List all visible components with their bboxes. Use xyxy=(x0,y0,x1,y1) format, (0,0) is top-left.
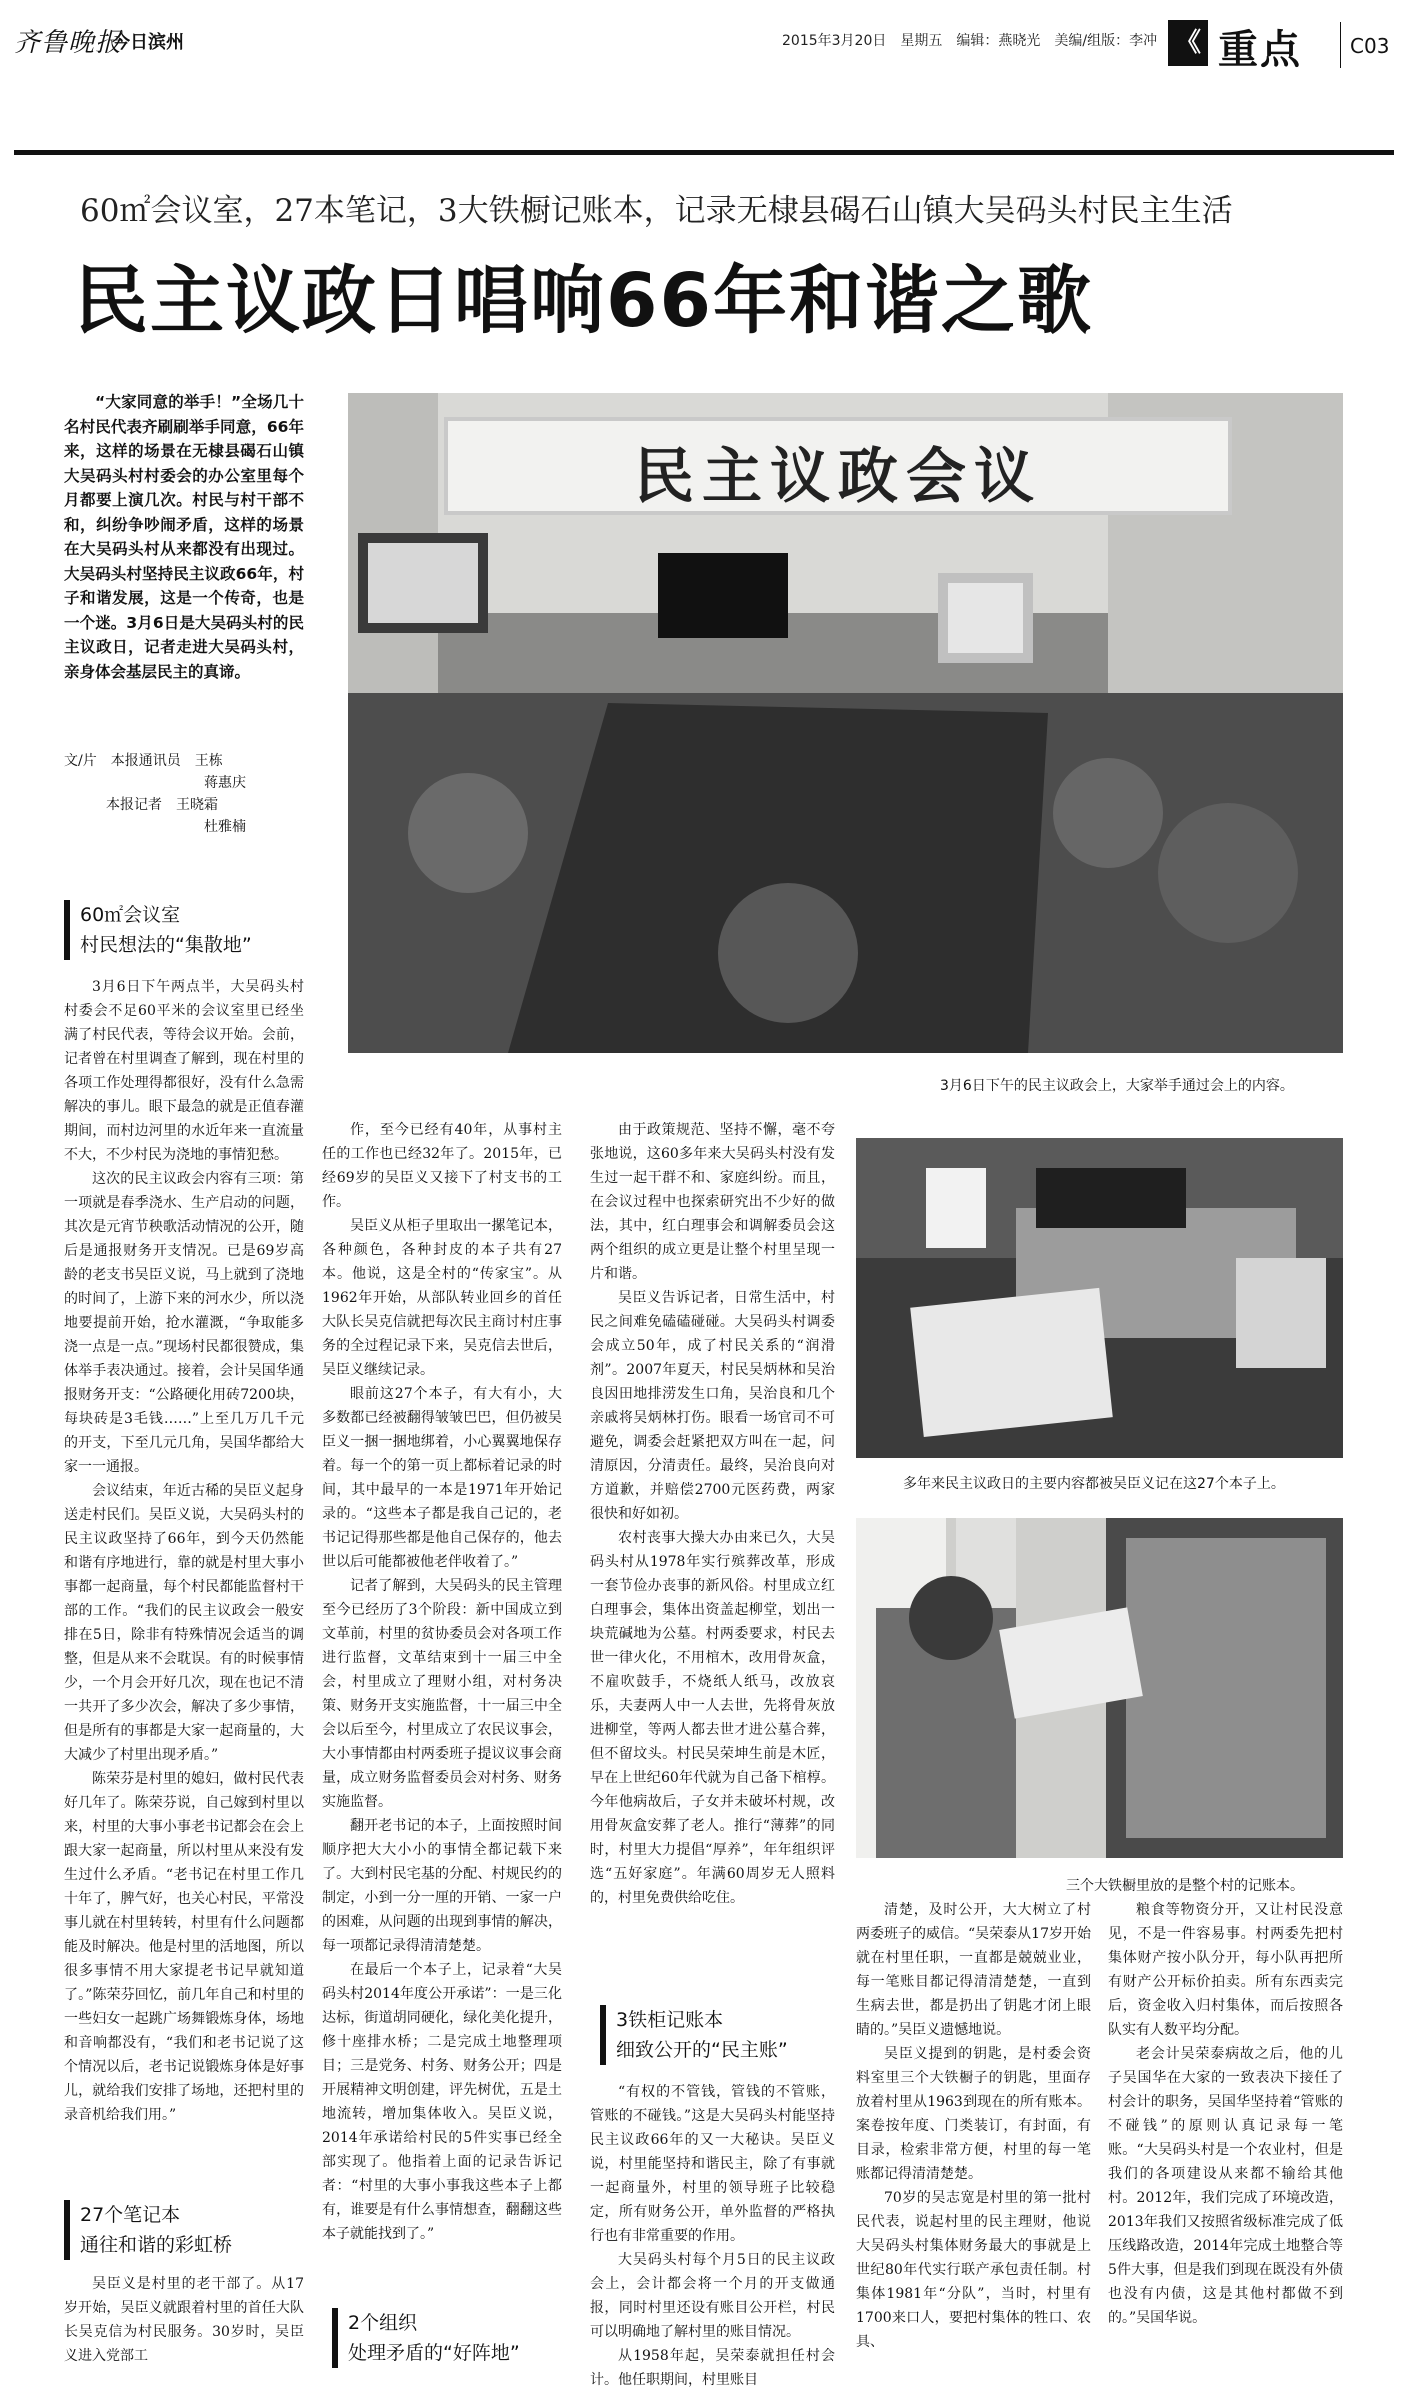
byline-line: 蒋惠庆 xyxy=(64,775,246,791)
section-name: 重点 xyxy=(1218,27,1302,73)
section-heading-line1: 3铁柜记账本 xyxy=(616,2009,724,2031)
main-headline: 民主议政日唱响66年和谐之歌 xyxy=(74,258,1093,344)
paragraph: 吴臣义告诉记者，日常生活中，村民之间难免磕磕碰碰。大吴码头村调委会成立50年，成了村民关系的“润滑剂”。2007年夏天，村民吴炳林和吴治良因田地排涝发生口角，吴治良和几个亲戚将吴炳林打伤。眼看一场官司不可避免，调委会赶紧把双方叫在一起，问清原因，分清责任。最终，吴治良向对方道歉，并赔偿2700元医药费，两家很快和好如初。 xyxy=(590,1290,835,1522)
edition-name: 今日滨州 xyxy=(112,32,184,53)
notebooks-photo xyxy=(856,1138,1343,1458)
byline-line: 杜雅楠 xyxy=(64,819,246,835)
header-rule xyxy=(14,150,1394,155)
paragraph: 陈荣芬是村里的媳妇，做村民代表好几年了。陈荣芬说，自己嫁到村里以来，村里的大事小事老书记都会在会上跟大家一起商量，所以村里从来没有发生过什么矛盾。“老书记在村里工作几十年了，脾气好，也关心村民，平常没事儿就在村里转转，村里有什么问题都能及时解决。他是村里的活地图，所以很多事情不用大家提老书记早就知道了。”陈荣芬回忆，前几年自己和村里的一些妇女一起跳广场舞锻炼身体，场地和音响都没有，“我们和老书记说了这个情况以后，老书记说锻炼身体是好事儿，就给我们安排了场地，还把村里的录音机给我们用。” xyxy=(64,1771,304,2123)
section-heading-organizations xyxy=(332,2308,578,2368)
paragraph: 3月6日下午两点半，大吴码头村村委会不足60平米的会议室里已经坐满了村民代表，等待会议开始。会前，记者曾在村里调查了解到，现在村里的各项工作处理得都很好，没有什么急需解决的事儿。眼下最急的就是正值春灌期间，而村边河里的水近年来一直流量不大，不少村民为浇地的事情犯愁。 xyxy=(64,979,304,1163)
cabinet-illustration xyxy=(856,1518,1343,1858)
paragraph: 作，至今已经有40年，从事村主任的工作也已经32年了。2015年，已经69岁的吴臣义又接下了村支书的工作。 xyxy=(322,1122,562,1210)
paragraph: 由于政策规范、坚持不懈，毫不夸张地说，这60多年来大吴码头村没有发生过一起干群不和、家庭纠纷。而且，在会议过程中也探索研究出不少好的做法，其中，红白理事会和调解委员会这两个组织的成立更是让整个村里呈现一片和谐。 xyxy=(590,1122,835,1282)
article-column-3-tail xyxy=(590,2080,835,2392)
paragraph: 会议结束，年近古稀的吴臣义起身送走村民们。吴臣义说，大吴码头村的民主议政坚持了66年，到今天仍然能和谐有序地进行，靠的就是村里大事小事都一起商量，每个村民都能监督村干部的工作。“我们的民主议政会一般安排在5日，除非有特殊情况会适当的调整，但是从来不会耽误。有的时候事情少，一个月会开好几次，现在也记不清一共开了多少次会，解决了多少事情，但是所有的事都是大家一起商量的，大大减少了村里出现矛盾。” xyxy=(64,1483,304,1763)
paragraph: 大吴码头村每个月5日的民主议政会上，会计都会将一个月的开支做通报，同时村里还设有账目公开栏，村民可以明确地了解村里的账目情况。 xyxy=(590,2252,835,2340)
article-column-5 xyxy=(1108,1898,1343,2330)
section-heading-notebooks xyxy=(64,2200,310,2260)
banner-text: 民主议政会议 xyxy=(634,442,1042,512)
section-heading-line2: 细致公开的“民主账” xyxy=(616,2039,788,2061)
paragraph: 从1958年起，吴荣泰就担任村会计。他任职期间，村里账目 xyxy=(590,2348,835,2388)
newspaper-logo: 齐鲁晚报 xyxy=(14,28,123,58)
section-heading-line2: 处理矛盾的“好阵地” xyxy=(348,2342,520,2364)
paragraph: 在最后一个本子上，记录着“大吴码头村2014年度公开承诺”：一是三化达标，街道胡同硬化，绿化美化提升，修十座排水桥；二是完成土地整理项目；三是党务、村务、财务公开；四是开展精神文明创建，评先树优，五是土地流转，增加集体收入。吴臣义说，2014年承诺给村民的5件实事已经全部实现了。他指着上面的记录告诉记者：“村里的大事小事我这些本子上都有，谁要是有什么事情想查，翻翻这些本子就能找到了。” xyxy=(322,1962,562,2242)
article-column-4 xyxy=(856,1898,1091,2354)
meeting-banner xyxy=(444,417,1232,515)
masthead xyxy=(0,0,1409,88)
section-heading-ledgers xyxy=(600,2005,841,2065)
article-column-3 xyxy=(590,1118,835,1910)
cabinet-caption: 三个大铁橱里放的是整个村的记账本。 xyxy=(1066,1878,1304,1894)
main-photo-caption: 3月6日下午的民主议政会上，大家举手通过会上的内容。 xyxy=(940,1078,1294,1094)
main-photo xyxy=(348,393,1343,1053)
article-column-2 xyxy=(322,1118,562,2246)
lead-text: “大家同意的举手！”全场几十名村民代表齐刷刷举手同意，66年来，这样的场景在无棣县碣石山镇大吴码头村村委会的办公室里每个月都要上演几次。村民与村干部不和，纠纷争吵闹矛盾，这样的场景在大吴码头村从来都没有出现过。大吴码头村坚持民主议政66年，村子和谐发展，这是一个传奇，也是一个迷。3月6日是大吴码头村的民主议政日，记者走进大吴码头村，亲身体会基层民主的真谛。 xyxy=(64,393,304,681)
cabinet-photo xyxy=(856,1518,1343,1858)
dateline: 2015年3月20日 星期五 编辑：燕晓光 美编/组版：李冲 xyxy=(782,33,1158,49)
paragraph: 农村丧事大操大办由来已久，大吴码头村从1978年实行殡葬改革，形成一套节俭办丧事的新风俗。村里成立红白理事会，集体出资盖起柳堂，划出一块荒碱地为公墓。村两委要求，村民去世一律火化，不用棺木，改用骨灰盒，不雇吹鼓手，不烧纸人纸马，改放哀乐，夫妻两人中一人去世，先将骨灰放进柳堂，等两人都去世才进公墓合葬，但不留坟头。村民吴荣坤生前是木匠，早在上世纪60年代就为自己备下棺椁。今年他病故后，子女并未破坏村规，改用骨灰盒安葬了老人。推行“薄葬”的同时，村里大力提倡“厚养”，年年组织评选“五好家庭”。年满60周岁无人照料的，村里免费供给吃住。 xyxy=(590,1530,835,1906)
paragraph: “有权的不管钱，管钱的不管账，管账的不碰钱。”这是大吴码头村能坚持民主议政66年的又一大秘诀。吴臣义说，村里能坚持和谐民主，除了有事就一起商量外，村里的领导班子比较稳定，所有财务公开，单外监督的严格执行也有非常重要的作用。 xyxy=(590,2084,835,2244)
paragraph: 翻开老书记的本子，上面按照时间顺序把大大小小的事情全都记载下来了。大到村民宅基的分配、村规民约的制定，小到一分一厘的开销、一家一户的困难，从问题的出现到事情的解决，每一项都记录得清清楚楚。 xyxy=(322,1818,562,1954)
page-number: C03 xyxy=(1350,34,1390,58)
article-column-1 xyxy=(64,975,304,2127)
paragraph: 吴臣义从柜子里取出一摞笔记本，各种颜色，各种封皮的本子共有27本。他说，这是全村的“传家宝”。从1962年开始，从部队转业回乡的首任大队长吴克信就把每次民主商讨村庄事务的全过程记录下来，吴克信去世后，吴臣义继续记录。 xyxy=(322,1218,562,1378)
paragraph: 眼前这27个本子，有大有小，大多数都已经被翻得皱皱巴巴，但仍被吴臣义一捆一捆地绑着，小心翼翼地保存着。每一个的第一页上都标着记录的时间，其中最早的一本是1971年开始记录的。“这些本子都是我自己记的，老书记记得那些都是他自己保存的，他去世以后可能都被他老伴收着了。” xyxy=(322,1386,562,1570)
paragraph: 吴臣义提到的钥匙，是村委会资料室里三个大铁橱子的钥匙，里面存放着村里从1963到现在的所有账本。案卷按年度、门类装订，有封面，有目录，检索非常方便，村里的每一笔账都记得清清楚楚。 xyxy=(856,2046,1091,2182)
kicker-headline: 60㎡会议室，27本笔记，3大铁橱记账本，记录无棣县碣石山镇大吴码头村民主生活 xyxy=(80,193,1233,229)
notebooks-illustration xyxy=(856,1138,1343,1458)
byline-line: 本报记者 王晓霜 xyxy=(64,797,218,813)
paragraph: 老会计吴荣泰病故之后，他的儿子吴国华在大家的一致表决下接任了村会计的职务，吴国华坚持着“管账的不碰钱”的原则认真记录每一笔账。“大吴码头村是一个农业村，但是我们的各项建设从来都不输给其他村。2012年，我们完成了环境改造，2013年我们又按照省级标准完成了低压线路改造，2014年完成土地整合等5件大事，但是我们到现在既没有外债也没有内债，这是其他村都做不到的。”吴国华说。 xyxy=(1108,2046,1343,2326)
section-heading-line2: 村民想法的“集散地” xyxy=(80,934,252,956)
paragraph: 记者了解到，大吴码头的民主管理至今已经历了3个阶段：新中国成立到文革前，村里的贫协委员会对各项工作进行监督，文革结束到十一届三中全会，村里成立了理财小组，对村务决策、财务开支实施监督，十一届三中全会以后至今，村里成立了农民议事会，大小事情都由村两委班子提议议事会商量，成立财务监督委员会对村务、财务实施监督。 xyxy=(322,1578,562,1810)
paragraph: 70岁的吴志宽是村里的第一批村民代表，说起村里的民主理财，他说大吴码头村集体财务最大的事就是上世纪80年代实行联产承包责任制。村集体1981年“分队”，当时，村里有1700来口人，要把村集体的牲口、农具、 xyxy=(856,2190,1091,2350)
section-arrow-icon: 《 xyxy=(1168,20,1208,66)
section-heading-line1: 60㎡会议室 xyxy=(80,904,181,926)
masthead-divider xyxy=(1340,22,1341,68)
paragraph: 粮食等物资分开，又让村民没意见，不是一件容易事。村两委先把村集体财产按小队分开，每小队再把所有财产公开标价拍卖。所有东西卖完后，资金收入归村集体，而后按照各队实有人数平均分配。 xyxy=(1108,1902,1343,2038)
lead-paragraph xyxy=(64,390,304,684)
paragraph: 清楚，及时公开，大大树立了村两委班子的威信。“吴荣泰从17岁开始就在村里任职，一直都是兢兢业业，每一笔账目都记得清清楚楚，一直到生病去世，都是扔出了钥匙才闭上眼睛的。”吴臣义遗憾地说。 xyxy=(856,1902,1091,2038)
byline-line: 文/片 本报通讯员 王栋 xyxy=(64,753,223,769)
article-column-1-tail xyxy=(64,2272,304,2368)
byline xyxy=(64,750,304,838)
paragraph: 吴臣义是村里的老干部了。从17岁开始，吴臣义就跟着村里的首任大队长吴克信为村民服务。30岁时，吴臣义进入党部工 xyxy=(64,2276,304,2364)
section-heading-line2: 通往和谐的彩虹桥 xyxy=(80,2234,233,2256)
paragraph: 这次的民主议政会内容有三项：第一项就是春季浇水、生产启动的问题，其次是元宵节秧歌活动情况的公开，随后是通报财务开支情况。已是69岁高龄的老支书吴臣义说，马上就到了浇地的时间了，上游下来的河水少，所以浇地要提前开始，抢水灌溉，“争取能多浇一点是一点。”现场村民都很赞成，集体举手表决通过。接着，会计吴国华通报财务开支：“公路硬化用砖7200块，每块砖是3毛钱……”上至几万几千元的开支，下至几元几角，吴国华都给大家一一通报。 xyxy=(64,1171,304,1475)
section-heading-line1: 27个笔记本 xyxy=(80,2204,181,2226)
section-heading-line1: 2个组织 xyxy=(348,2312,418,2334)
section-heading-meeting-room xyxy=(64,900,310,960)
notebooks-caption: 多年来民主议政日的主要内容都被吴臣义记在这27个本子上。 xyxy=(903,1476,1285,1492)
